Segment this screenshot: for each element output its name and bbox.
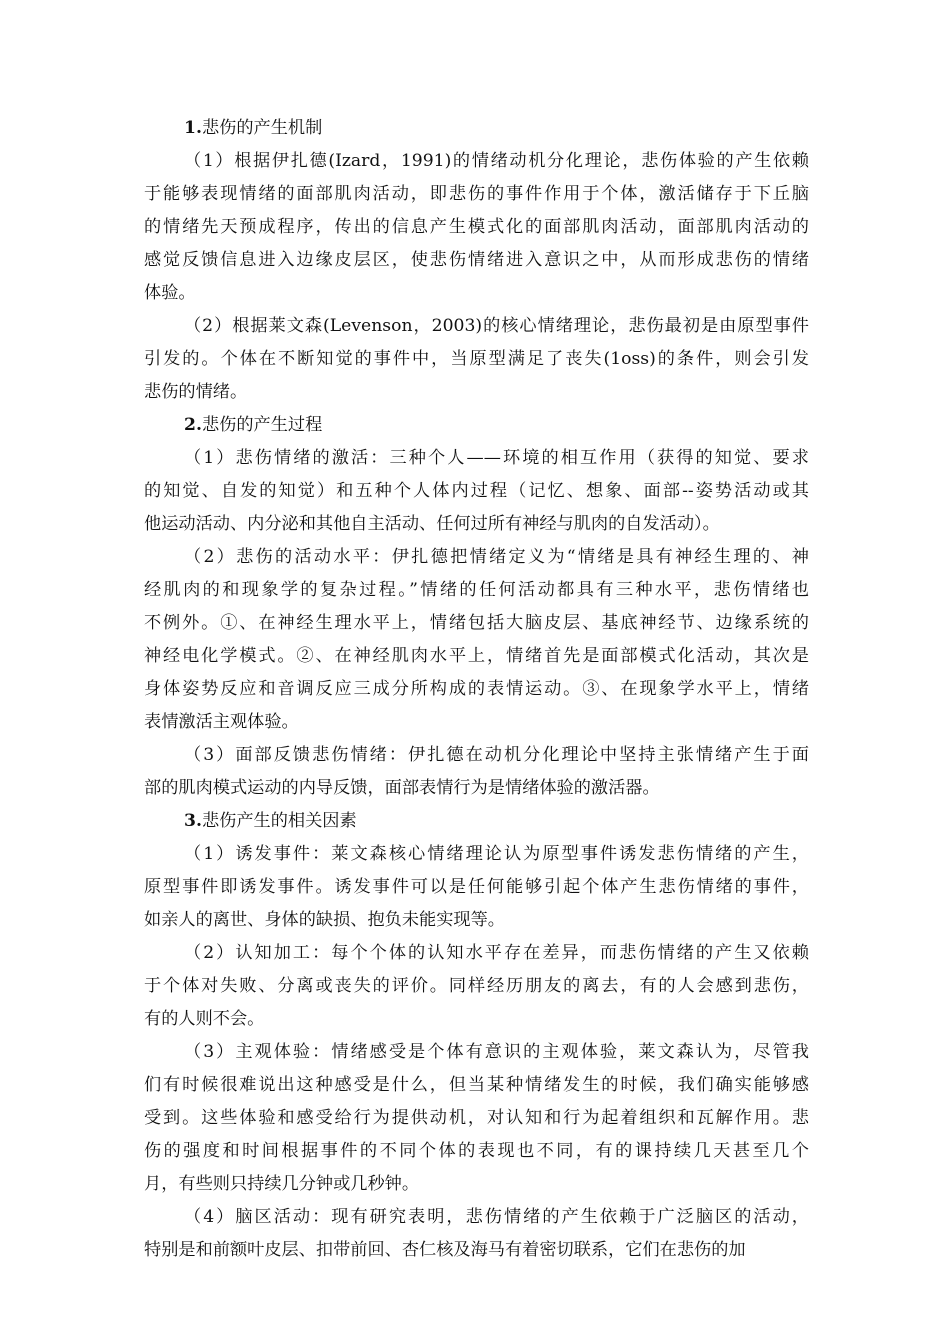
paragraph-line: 的知觉、自发的知觉）和五种个人体内过程（记忆、想象、面部--姿势活动或其 — [144, 481, 809, 501]
paragraph — [144, 937, 809, 1036]
paragraph-line: （1）根据伊扎德(Izard，1991)的情绪动机分化理论，悲伤体验的产生依赖 — [184, 151, 809, 171]
paragraph-line: 有的人则不会。 — [144, 1009, 265, 1029]
paragraph-line: （2）根据莱文森(Levenson，2003)的核心情绪理论，悲伤最初是由原型事件 — [184, 316, 809, 336]
paragraph-line: 引发的。个体在不断知觉的事件中，当原型满足了丧失(1oss)的条件，则会引发 — [144, 349, 809, 369]
paragraph — [144, 145, 809, 310]
section-number: 3. — [184, 811, 202, 831]
paragraph-line: 原型事件即诱发事件。诱发事件可以是任何能够引起个体产生悲伤情绪的事件， — [144, 877, 809, 897]
paragraph-line: 神经电化学模式。②、在神经肌肉水平上，情绪首先是面部模式化活动，其次是 — [144, 646, 809, 666]
paragraph-line: （2）悲伤的活动水平：伊扎德把情绪定义为“情绪是具有神经生理的、神 — [184, 547, 809, 567]
paragraph-line: 不例外。①、在神经生理水平上，情绪包括大脑皮层、基底神经节、边缘系统的 — [144, 613, 809, 633]
section-title: 悲伤产生的相关因素 — [201, 811, 357, 831]
paragraph — [144, 1201, 809, 1267]
section-title: 悲伤的产生过程 — [201, 415, 323, 435]
paragraph-line: 身体姿势反应和音调反应三成分所构成的表情运动。③、在现象学水平上，情绪 — [144, 679, 809, 699]
paragraph-line: 于能够表现情绪的面部肌肉活动，即悲伤的事件作用于个体，激活储存于下丘脑 — [144, 184, 809, 204]
paragraph-line: 们有时候很难说出这种感受是什么，但当某种情绪发生的时候，我们确实能够感 — [144, 1075, 809, 1095]
paragraph-line: 特别是和前额叶皮层、扣带前回、杏仁核及海马有着密切联系，它们在悲伤的加 — [144, 1240, 746, 1260]
section-heading — [144, 112, 809, 145]
paragraph-line: （3）主观体验：情绪感受是个体有意识的主观体验，莱文森认为，尽管我 — [184, 1042, 809, 1062]
paragraph-line: （1）诱发事件：莱文森核心情绪理论认为原型事件诱发悲伤情绪的产生， — [184, 844, 809, 864]
section-number: 1. — [184, 118, 202, 138]
paragraph-line: （3）面部反馈悲伤情绪：伊扎德在动机分化理论中坚持主张情绪产生于面 — [184, 745, 809, 765]
paragraph-line: 于个体对失败、分离或丧失的评价。同样经历朋友的离去，有的人会感到悲伤， — [144, 976, 809, 996]
paragraph-line: 表情激活主观体验。 — [144, 712, 299, 732]
section-heading — [144, 805, 809, 838]
paragraph — [144, 442, 809, 541]
paragraph — [144, 838, 809, 937]
paragraph-line: 悲伤的情绪。 — [144, 382, 248, 402]
paragraph — [144, 541, 809, 739]
section-heading — [144, 409, 809, 442]
paragraph-line: 月，有些则只持续几分钟或几秒钟。 — [144, 1174, 420, 1194]
paragraph-line: 如亲人的离世、身体的缺损、抱负未能实现等。 — [144, 910, 505, 930]
paragraph-line: 他运动活动、内分泌和其他自主活动、任何过所有神经与肌肉的自发活动）。 — [144, 514, 720, 534]
paragraph-line: 的情绪先天预成程序，传出的信息产生模式化的面部肌肉活动，面部肌肉活动的 — [144, 217, 809, 237]
paragraph-line: （4）脑区活动：现有研究表明，悲伤情绪的产生依赖于广泛脑区的活动， — [184, 1207, 809, 1227]
section-number: 2. — [184, 415, 202, 435]
paragraph-line: 感觉反馈信息进入边缘皮层区，使悲伤情绪进入意识之中，从而形成悲伤的情绪 — [144, 250, 809, 270]
paragraph — [144, 739, 809, 805]
paragraph-line: （1）悲伤情绪的激活：三种个人——环境的相互作用（获得的知觉、要求 — [184, 448, 809, 468]
paragraph — [144, 310, 809, 409]
paragraph-line: 伤的强度和时间根据事件的不同个体的表现也不同，有的课持续几天甚至几个 — [144, 1141, 809, 1161]
paragraph-line: 经肌肉的和现象学的复杂过程。”情绪的任何活动都具有三种水平，悲伤情绪也 — [144, 580, 809, 600]
paragraph-line: 部的肌肉模式运动的内导反馈，面部表情行为是情绪体验的激活器。 — [144, 778, 660, 798]
document-page — [144, 112, 809, 1267]
section-title: 悲伤的产生机制 — [201, 118, 323, 138]
paragraph-line: 受到。这些体验和感受给行为提供动机，对认知和行为起着组织和瓦解作用。悲 — [144, 1108, 809, 1128]
paragraph-line: 体验。 — [144, 283, 196, 303]
paragraph — [144, 1036, 809, 1201]
paragraph-line: （2）认知加工：每个个体的认知水平存在差异，而悲伤情绪的产生又依赖 — [184, 943, 809, 963]
